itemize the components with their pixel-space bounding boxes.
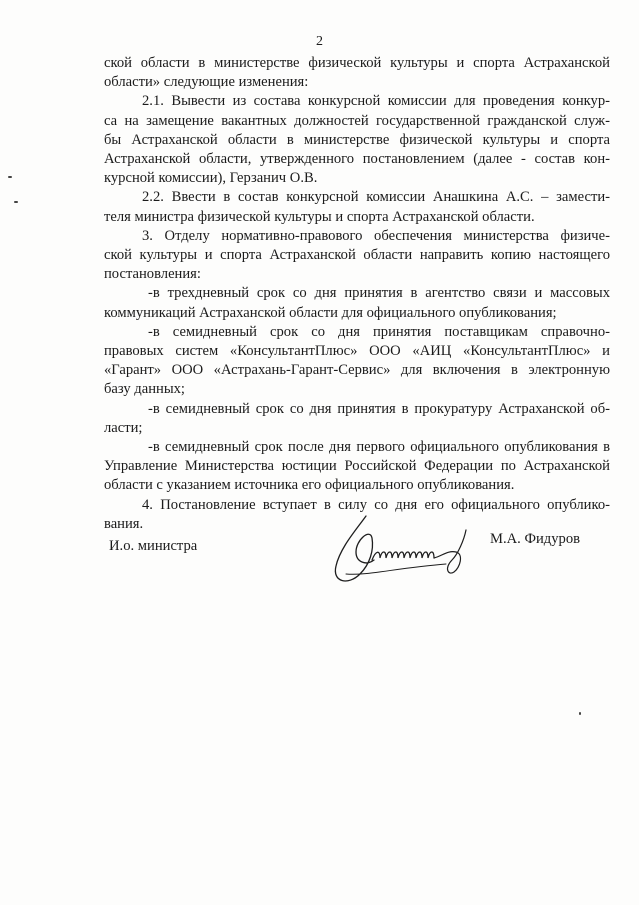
- scan-speck: [14, 201, 18, 203]
- text-line: ской области в министерстве физической культуры и спорта Астраханской: [104, 55, 610, 71]
- signer-position: И.о. министра: [109, 538, 198, 554]
- text-line: теля министра физической культуры и спорта Астраханской области.: [104, 208, 535, 225]
- text-line: правовых систем «КонсультантПлюс» ООО «АИЦ «КонсультантПлюс» и: [104, 343, 610, 360]
- text-line: -в семидневный срок со дня принятия в прокуратуру Астраханской об-: [148, 400, 610, 417]
- text-line: вания.: [104, 515, 144, 532]
- text-line: Астраханской области, утвержденного постановлением (далее - состав кон-: [104, 151, 610, 168]
- text-line: курсной комиссии), Герзанич О.В.: [104, 170, 318, 187]
- document-body: [104, 54, 610, 534]
- scan-speck: [579, 712, 581, 715]
- paragraph-2-1: [104, 92, 610, 188]
- text-line: области с указанием источника его официального опубликования.: [104, 477, 515, 494]
- bullet-2: [104, 323, 610, 400]
- text-line: Управление Министерства юстиции Российской Федерации по Астраханской: [104, 458, 610, 475]
- text-line: -в трехдневный срок со дня принятия в агентство связи и массовых: [148, 285, 610, 302]
- handwritten-signature: [326, 510, 491, 592]
- bullet-3: [104, 400, 610, 438]
- text-line: -в семидневный срок после дня первого официального опубликования в: [148, 439, 610, 456]
- text-line: бы Астраханской области в министерстве физической культуры и спорта: [104, 131, 610, 148]
- bullet-4: [104, 438, 610, 496]
- text-line: области» следующие изменения:: [104, 74, 309, 91]
- text-line: «Гарант» ООО «Астрахань-Гарант-Сервис» для включения в электронную: [104, 362, 610, 379]
- text-line: 2.1. Вывести из состава конкурсной комиссии для проведения конкур-: [142, 93, 610, 110]
- paragraph-2-2: [104, 188, 610, 226]
- paragraph-3: [104, 227, 610, 285]
- text-line: са на замещение вакантных должностей государственной гражданской служ-: [104, 112, 610, 129]
- text-line: коммуникаций Астраханской области для официального опубликования;: [104, 304, 557, 321]
- text-line: 4. Постановление вступает в силу со дня его официального опублико-: [142, 496, 610, 513]
- text-line: 2.2. Ввести в состав конкурсной комиссии Анашкина А.С. – замести-: [142, 189, 610, 206]
- text-line: -в семидневный срок со дня принятия поставщикам справочно-: [148, 323, 610, 340]
- signer-name: М.А. Фидуров: [490, 531, 581, 547]
- text-line: постановления:: [104, 266, 201, 283]
- text-line: базу данных;: [104, 381, 185, 398]
- page-number: 2: [316, 34, 323, 49]
- text-line: ской культуры и спорта Астраханской области направить копию настоящего: [104, 247, 610, 264]
- text-line: 3. Отделу нормативно-правового обеспечения министерства физиче-: [142, 227, 610, 244]
- text-line: ласти;: [104, 419, 143, 436]
- scan-speck: [8, 176, 12, 178]
- paragraph-intro: [104, 54, 610, 92]
- bullet-1: [104, 284, 610, 322]
